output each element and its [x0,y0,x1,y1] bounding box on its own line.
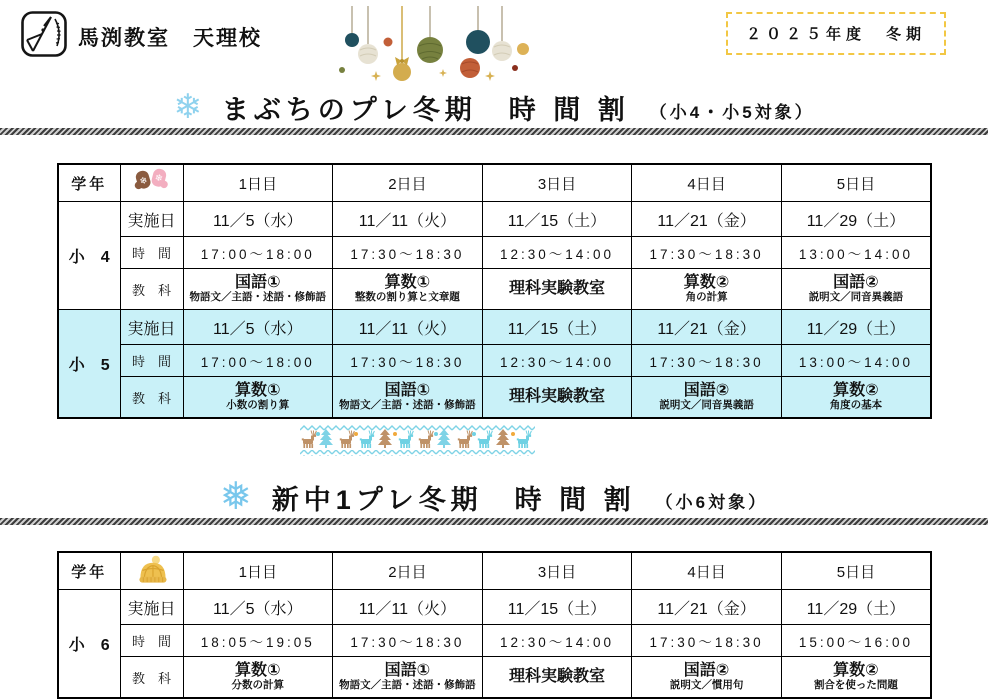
date-cell: 11／5（水） [183,202,333,237]
day-header: 3日目 [482,552,632,590]
date-cell: 11／11（火） [333,202,483,237]
section2-subtitle: （小6対象） [655,492,769,512]
day-header: 5日目 [781,552,931,590]
grade-label: 小 5 [58,310,120,419]
section2-title: 新中1プレ冬期 時 間 割 [271,484,636,515]
subject-cell: 国語② 説明文／同音異義語 [781,269,931,310]
day-header: 1日目 [183,164,333,202]
grade-label: 小 6 [58,590,120,699]
term-badge: ２０２５年度 冬期 [726,12,946,55]
time-cell: 17:00～18:00 [183,345,333,377]
christmas-ornaments-icon [330,6,530,84]
reindeer-border-icon [300,425,535,457]
svg-text:❄: ❄ [153,172,164,184]
date-cell: 11／15（土） [482,202,632,237]
section2-title-row [0,476,988,518]
time-cell: 17:30～18:30 [632,345,782,377]
grade-label: 小 4 [58,202,120,310]
subject-cell: 国語① 物語文／主語・述語・修飾語 [333,657,483,699]
row-label-subject: 教 科 [120,269,183,310]
subject-cell: 算数② 角の計算 [632,269,782,310]
row-label-date: 実施日 [120,590,183,625]
row-label-time: 時 間 [120,345,183,377]
timetable-grade4-5 [57,163,932,419]
day-header: 4日目 [632,164,782,202]
date-cell: 11／29（土） [781,310,931,345]
row-label-date: 実施日 [120,310,183,345]
time-cell: 17:30～18:30 [333,345,483,377]
section1-subtitle: （小4・小5対象） [649,102,815,122]
subject-cell: 国語① 物語文／主語・述語・修飾語 [333,377,483,419]
row-label-subject: 教 科 [120,377,183,419]
subject-cell: 国語② 説明文／同音異義語 [632,377,782,419]
day-header: 3日目 [482,164,632,202]
mittens-icon [120,164,183,202]
date-cell: 11／29（土） [781,590,931,625]
timetable-grade6 [57,551,932,699]
date-cell: 11／15（土） [482,310,632,345]
date-cell: 11／21（金） [632,310,782,345]
date-cell: 11／15（土） [482,590,632,625]
subject-cell: 理科実験教室 [482,377,632,419]
time-cell: 15:00～16:00 [781,625,931,657]
date-cell: 11／5（水） [183,310,333,345]
subject-cell: 国語① 物語文／主語・述語・修飾語 [183,269,333,310]
subject-cell: 理科実験教室 [482,657,632,699]
time-cell: 12:30～14:00 [482,625,632,657]
date-cell: 11／11（火） [333,310,483,345]
date-cell: 11／21（金） [632,590,782,625]
subject-cell: 算数① 分数の計算 [183,657,333,699]
school-horse-logo-icon [20,10,68,58]
title-divider [0,518,988,525]
grade-column-header: 学年 [58,552,120,590]
time-cell: 17:30～18:30 [333,237,483,269]
day-header: 2日目 [333,552,483,590]
time-cell: 13:00～14:00 [781,345,931,377]
row-label-time: 時 間 [120,625,183,657]
time-cell: 17:00～18:00 [183,237,333,269]
time-cell: 17:30～18:30 [632,625,782,657]
day-header: 2日目 [333,164,483,202]
date-cell: 11／11（火） [333,590,483,625]
page-header [0,0,988,86]
subject-cell: 算数① 小数の割り算 [183,377,333,419]
day-header: 5日目 [781,164,931,202]
time-cell: 12:30～14:00 [482,237,632,269]
row-label-subject: 教 科 [120,657,183,699]
time-cell: 18:05～19:05 [183,625,333,657]
day-header: 1日目 [183,552,333,590]
row-label-time: 時 間 [120,237,183,269]
row-label-date: 実施日 [120,202,183,237]
snowflake-icon: ❄ [173,88,202,126]
date-cell: 11／21（金） [632,202,782,237]
time-cell: 17:30～18:30 [333,625,483,657]
grade-column-header: 学年 [58,164,120,202]
title-divider [0,128,988,135]
date-cell: 11／5（水） [183,590,333,625]
day-header: 4日目 [632,552,782,590]
subject-cell: 理科実験教室 [482,269,632,310]
subject-cell: 算数② 角度の基本 [781,377,931,419]
section1-title: まぶちのプレ冬期 時 間 割 [221,94,630,125]
snowflake-icon: ❅ [219,476,252,518]
subject-cell: 国語② 説明文／慣用句 [632,657,782,699]
school-name: 馬渕教室 天理校 [78,27,262,50]
subject-cell: 算数② 割合を使った問題 [781,657,931,699]
section1-title-row [0,86,988,128]
time-cell: 17:30～18:30 [632,237,782,269]
knit-hat-icon [120,552,183,590]
svg-text:❄: ❄ [137,174,149,187]
date-cell: 11／29（土） [781,202,931,237]
time-cell: 13:00～14:00 [781,237,931,269]
subject-cell: 算数① 整数の割り算と文章題 [333,269,483,310]
time-cell: 12:30～14:00 [482,345,632,377]
